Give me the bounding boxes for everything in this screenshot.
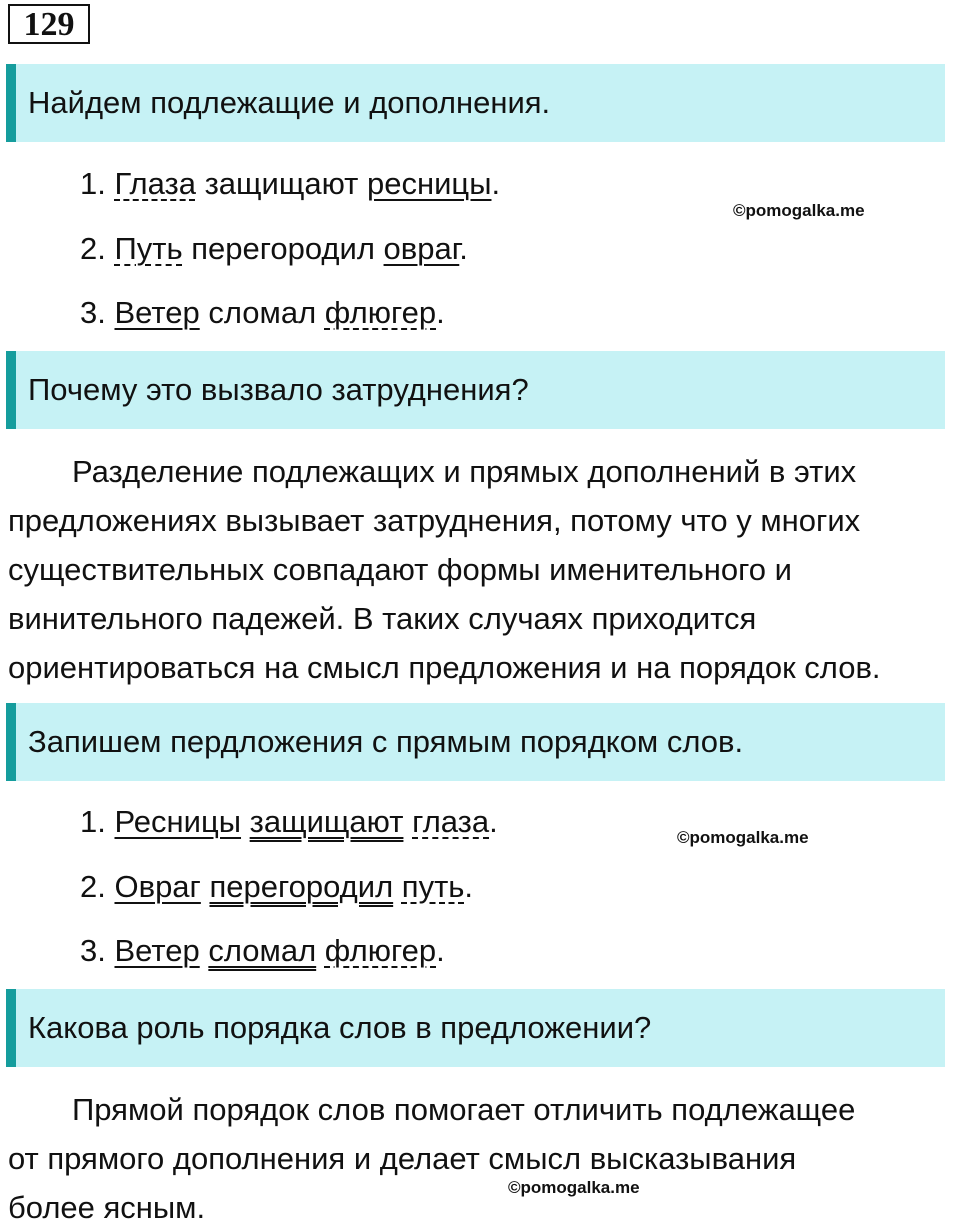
item-period: . xyxy=(491,166,501,201)
paragraph-line: от прямого дополнения и делает смысл высказывания xyxy=(8,1141,797,1176)
word-predicate: перегородил xyxy=(191,231,375,266)
word-object: путь xyxy=(401,869,465,904)
item-period: . xyxy=(489,804,498,839)
item-period: . xyxy=(436,295,445,330)
word-predicate: сломал xyxy=(208,933,317,968)
paragraph-line: винительного падежей. В таких случаях приходится xyxy=(8,601,757,636)
word-object: Путь xyxy=(114,231,183,266)
explanation-paragraph xyxy=(8,447,953,692)
item-number: 3. xyxy=(80,933,106,968)
paragraph-line: предложениях вызывает затруднения, потому что у многих xyxy=(8,503,861,538)
word-predicate: защищают xyxy=(204,166,359,201)
heading-find-subjects: Найдем подлежащие и дополнения. xyxy=(6,64,945,142)
task-number: 129 xyxy=(8,4,90,44)
paragraph-line: существительных совпадают формы именительного и xyxy=(8,552,792,587)
item-period: . xyxy=(459,231,468,266)
item-number: 2. xyxy=(80,869,106,904)
item-period: . xyxy=(464,869,474,904)
paragraph-line: более ясным. xyxy=(8,1190,206,1225)
paragraph-line: Разделение подлежащих и прямых дополнений в этих xyxy=(72,454,857,489)
paragraph-line: Прямой порядок слов помогает отличить подлежащее xyxy=(72,1092,856,1127)
word-subject: овраг xyxy=(383,231,460,266)
list-item xyxy=(80,867,473,907)
list-item xyxy=(80,802,498,842)
list-item xyxy=(80,931,445,971)
list-item xyxy=(80,293,445,333)
word-predicate: сломал xyxy=(208,295,317,330)
word-predicate: перегородил xyxy=(209,869,394,904)
word-subject: Ветер xyxy=(114,295,200,330)
word-object: флюгер xyxy=(324,933,437,968)
item-number: 2. xyxy=(80,231,106,266)
item-number: 1. xyxy=(80,166,106,201)
word-subject: Овраг xyxy=(114,869,201,904)
heading-word-order-role: Какова роль порядка слов в предложении? xyxy=(6,989,945,1067)
word-subject: ресницы xyxy=(367,166,492,201)
heading-direct-order: Запишем пердложения с прямым порядком слов. xyxy=(6,703,945,781)
heading-why-difficult: Почему это вызвало затруднения? xyxy=(6,351,945,429)
word-predicate: защищают xyxy=(249,804,404,839)
paragraph-line: ориентироваться на смысл предложения и на порядок слов. xyxy=(8,650,881,685)
list-item xyxy=(80,229,468,269)
item-number: 1. xyxy=(80,804,106,839)
watermark: ©pomogalka.me xyxy=(508,1178,640,1197)
item-number: 3. xyxy=(80,295,106,330)
word-subject: Ресницы xyxy=(114,804,242,839)
watermark: ©pomogalka.me xyxy=(733,201,865,220)
word-object: Глаза xyxy=(114,166,196,201)
word-object: флюгер xyxy=(324,295,437,330)
word-subject: Ветер xyxy=(114,933,200,968)
list-item xyxy=(80,164,500,204)
word-object: глаза xyxy=(412,804,490,839)
item-period: . xyxy=(436,933,445,968)
conclusion-paragraph xyxy=(8,1085,953,1232)
watermark: ©pomogalka.me xyxy=(677,828,809,847)
